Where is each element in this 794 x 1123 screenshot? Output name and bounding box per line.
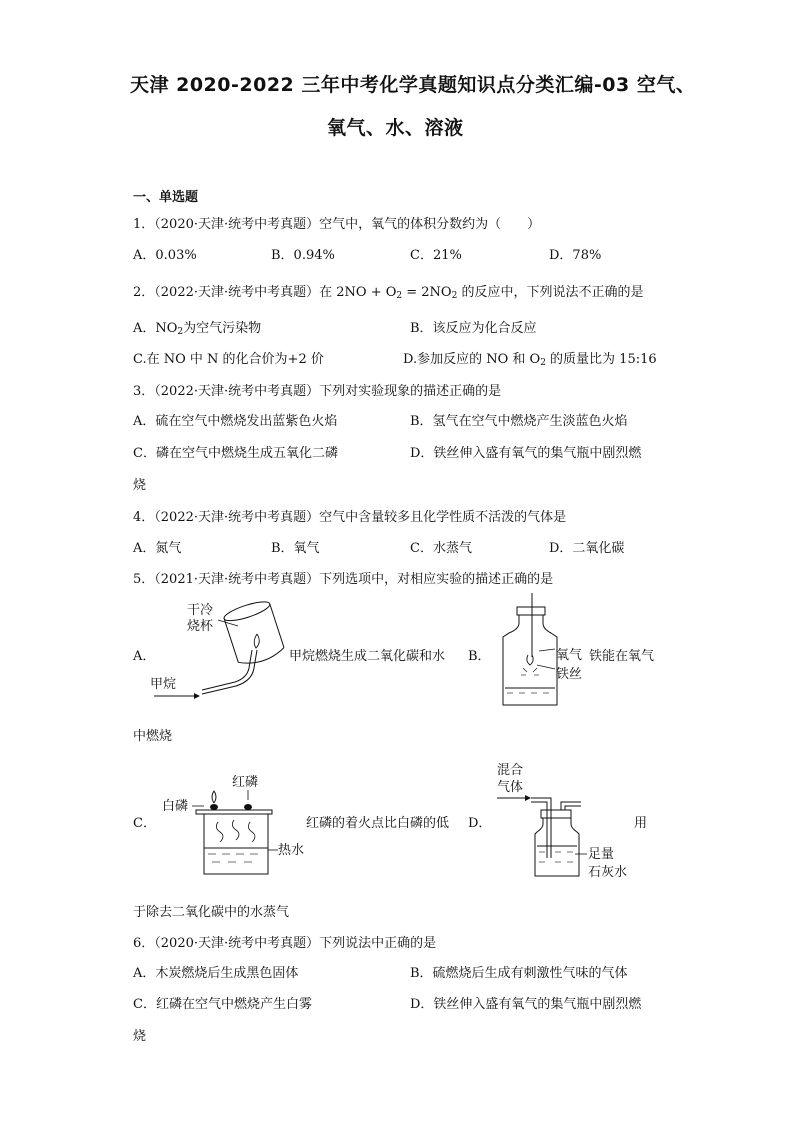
q5-option-c-letter: C． <box>133 816 156 831</box>
label-lime-water: 石灰水 <box>588 865 628 880</box>
question-4-stem: 4．（2022·天津·统考中考真题）空气中含量较多且化学性质不活泼的气体是 <box>133 510 567 525</box>
q1-option-d: D．78% <box>549 248 602 263</box>
label-sufficient: 足量 <box>588 847 615 862</box>
gas-washing-bottle-figure <box>495 758 635 883</box>
q4-option-d: D．二氧化碳 <box>549 541 625 556</box>
label-oxygen: 氧气 <box>556 648 583 663</box>
label-methane: 甲烷 <box>150 677 177 692</box>
q4-option-c: C．水蒸气 <box>410 541 472 556</box>
question-6-stem: 6．（2020·天津·统考中考真题）下列说法中正确的是 <box>133 936 437 951</box>
q3-option-b: B．氢气在空气中燃烧产生淡蓝色火焰 <box>410 414 628 429</box>
label-mixed: 混合 <box>497 763 524 778</box>
q6-option-d: D．铁丝伸入盛有氧气的集气瓶中剧烈燃 <box>410 997 642 1012</box>
section-heading: 一、单选题 <box>133 190 199 205</box>
page-title-line2: 氧气、水、溶液 <box>327 117 464 139</box>
question-5-stem: 5．（2021·天津·统考中考真题）下列选项中，对相应实验的描述正确的是 <box>133 572 554 587</box>
question-1-stem: 1．（2020·天津·统考中考真题）空气中，氧气的体积分数约为（ ） <box>133 217 541 232</box>
q5-option-a-text: 甲烷燃烧生成二氧化碳和水 <box>289 649 446 664</box>
q3-option-d-wrap: 烧 <box>133 478 147 493</box>
label-hot-water: 热水 <box>278 843 305 858</box>
q6-option-b: B．硫燃烧后生成有刺激性气味的气体 <box>410 966 628 981</box>
q6-option-a: A．木炭燃烧后生成黑色固体 <box>133 966 299 981</box>
q5-option-b-letter: B． <box>468 649 491 664</box>
question-3-stem: 3．（2022·天津·统考中考真题）下列对实验现象的描述正确的是 <box>133 384 502 399</box>
label-gas: 气体 <box>497 780 524 795</box>
phosphorus-ignition-figure <box>160 770 310 880</box>
q6-option-d-wrap: 烧 <box>133 1029 147 1044</box>
q4-option-a: A．氮气 <box>133 541 182 556</box>
q5-option-d-wrap: 于除去二氧化碳中的水蒸气 <box>133 905 290 920</box>
q2-option-c: C.在 NO 中 N 的化合价为+2 价 <box>133 352 324 367</box>
q2-option-d: D.参加反应的 NO 和 $O_2$ 的质量比为 15:16 <box>403 352 657 368</box>
q5-option-d-text: 用 <box>634 816 648 831</box>
q5-option-b-wrap: 中燃烧 <box>133 729 173 744</box>
label-dry-cold: 干冷 <box>187 603 214 618</box>
q5-option-d-letter: D． <box>468 816 492 831</box>
q1-option-b: B．0.94% <box>271 248 335 263</box>
q3-option-a: A．硫在空气中燃烧发出蓝紫色火焰 <box>133 414 338 429</box>
page-title-line1: 天津 2020-2022 三年中考化学真题知识点分类汇编-03 空气、 <box>130 74 696 96</box>
label-beaker: 烧杯 <box>187 619 214 634</box>
q6-option-c: C．红磷在空气中燃烧产生白雾 <box>133 997 312 1012</box>
methane-combustion-figure <box>150 598 290 700</box>
iron-oxygen-jar-figure <box>495 593 565 713</box>
q1-option-c: C．21% <box>410 248 462 263</box>
label-iron-wire: 铁丝 <box>556 667 583 682</box>
q2-option-b: B．该反应为化合反应 <box>410 321 537 336</box>
q2-option-a: A．$NO_2$为空气污染物 <box>133 321 262 337</box>
q1-option-a: A．0.03% <box>133 248 197 263</box>
question-2-stem: 2．（2022·天津·统考中考真题）在 $2NO + O_2 = 2NO_2$ 的反应中，下列说法不正确的是 <box>133 285 644 301</box>
q5-option-a-letter: A． <box>133 649 156 664</box>
q5-option-c-text: 红磷的着火点比白磷的低 <box>306 816 450 831</box>
label-red-phosphorus: 红磷 <box>232 775 259 790</box>
q5-option-b-text: 铁能在氧气 <box>589 649 655 664</box>
label-white-phosphorus: 白磷 <box>162 799 189 814</box>
q3-option-d: D．铁丝伸入盛有氧气的集气瓶中剧烈燃 <box>410 446 642 461</box>
q4-option-b: B．氧气 <box>271 541 320 556</box>
q3-option-c: C．磷在空气中燃烧生成五氧化二磷 <box>133 446 338 461</box>
